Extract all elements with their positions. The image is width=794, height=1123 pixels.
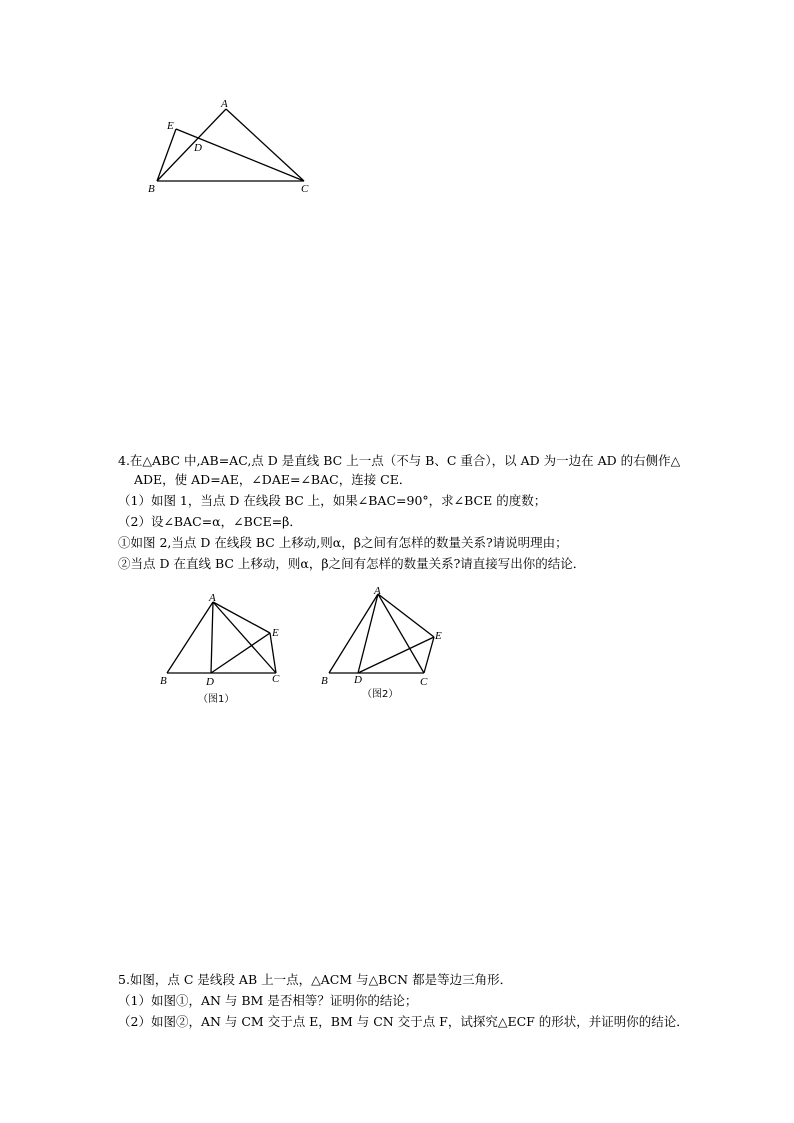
fig2-label-a: A <box>374 585 381 597</box>
problem5-line1: 5.如图，点 C 是线段 AB 上一点，△ACM 与△BCN 都是等边三角形． <box>118 972 513 987</box>
label-e: E <box>167 120 174 132</box>
fig1-label-c: C <box>272 673 280 685</box>
label-a: A <box>221 98 228 110</box>
problem4-question2: （2）设∠BAC=α，∠BCE=β． <box>118 514 302 529</box>
fig1-segment-de <box>211 633 270 673</box>
segment-be <box>157 129 176 181</box>
fig1-label-e: E <box>272 627 279 639</box>
problem4-question2b: ②当点 D 在直线 BC 上移动，则α，β之间有怎样的数量关系?请直接写出你的结论． <box>118 556 586 571</box>
fig2-segment-ae <box>378 594 434 637</box>
fig2-segment-ab <box>329 594 378 673</box>
fig2-label-c: C <box>420 676 428 688</box>
fig1-label-a: A <box>209 592 216 604</box>
fig2-segment-ad <box>358 594 378 673</box>
fig1-segment-ab <box>167 602 213 673</box>
label-d: D <box>194 142 202 154</box>
problem4-question1: （1）如图 1，当点 D 在线段 BC 上，如果∠BAC=90°，求∠BCE 的度数； <box>118 493 547 508</box>
fig2-segment-ac <box>378 594 424 673</box>
fig1-caption: （图1） <box>198 694 235 705</box>
fig1-label-d: D <box>206 676 214 688</box>
fig2-label-b: B <box>321 675 328 687</box>
fig1-segment-ac <box>213 602 276 673</box>
problem4-line2: ADE，使 AD=AE，∠DAE=∠BAC，连接 CE． <box>134 472 412 487</box>
fig1-label-b: B <box>160 675 167 687</box>
figure-1 <box>158 592 293 710</box>
figure-triangle-abc-top <box>140 95 330 200</box>
problem4-question2a: ①如图 2,当点 D 在线段 BC 上移动,则α，β之间有怎样的数量关系?请说明理由； <box>118 535 568 550</box>
figure-2 <box>318 583 453 703</box>
label-b: B <box>148 183 155 195</box>
problem5-question1: （1）如图①，AN 与 BM 是否相等？证明你的结论； <box>118 993 418 1008</box>
segment-ec <box>176 129 304 181</box>
fig2-caption: （图2） <box>362 689 399 700</box>
problem5-question2: （2）如图②，AN 与 CM 交于点 E，BM 与 CN 交于点 F，试探究△ECF 的形状，并证明你的结论． <box>118 1014 689 1029</box>
fig2-label-e: E <box>435 630 442 642</box>
fig1-segment-ad <box>211 602 213 673</box>
fig2-segment-de <box>358 637 434 673</box>
fig2-segment-ec <box>424 637 434 673</box>
fig1-segment-ae <box>213 602 270 633</box>
fig2-label-d: D <box>354 674 362 686</box>
label-c: C <box>301 183 309 195</box>
segment-ac <box>226 109 304 181</box>
problem4-line1: 4.在△ABC 中,AB=AC,点 D 是直线 BC 上一点（不与 B、C 重合），以 AD 为一边在 AD 的右侧作△ <box>118 453 681 468</box>
